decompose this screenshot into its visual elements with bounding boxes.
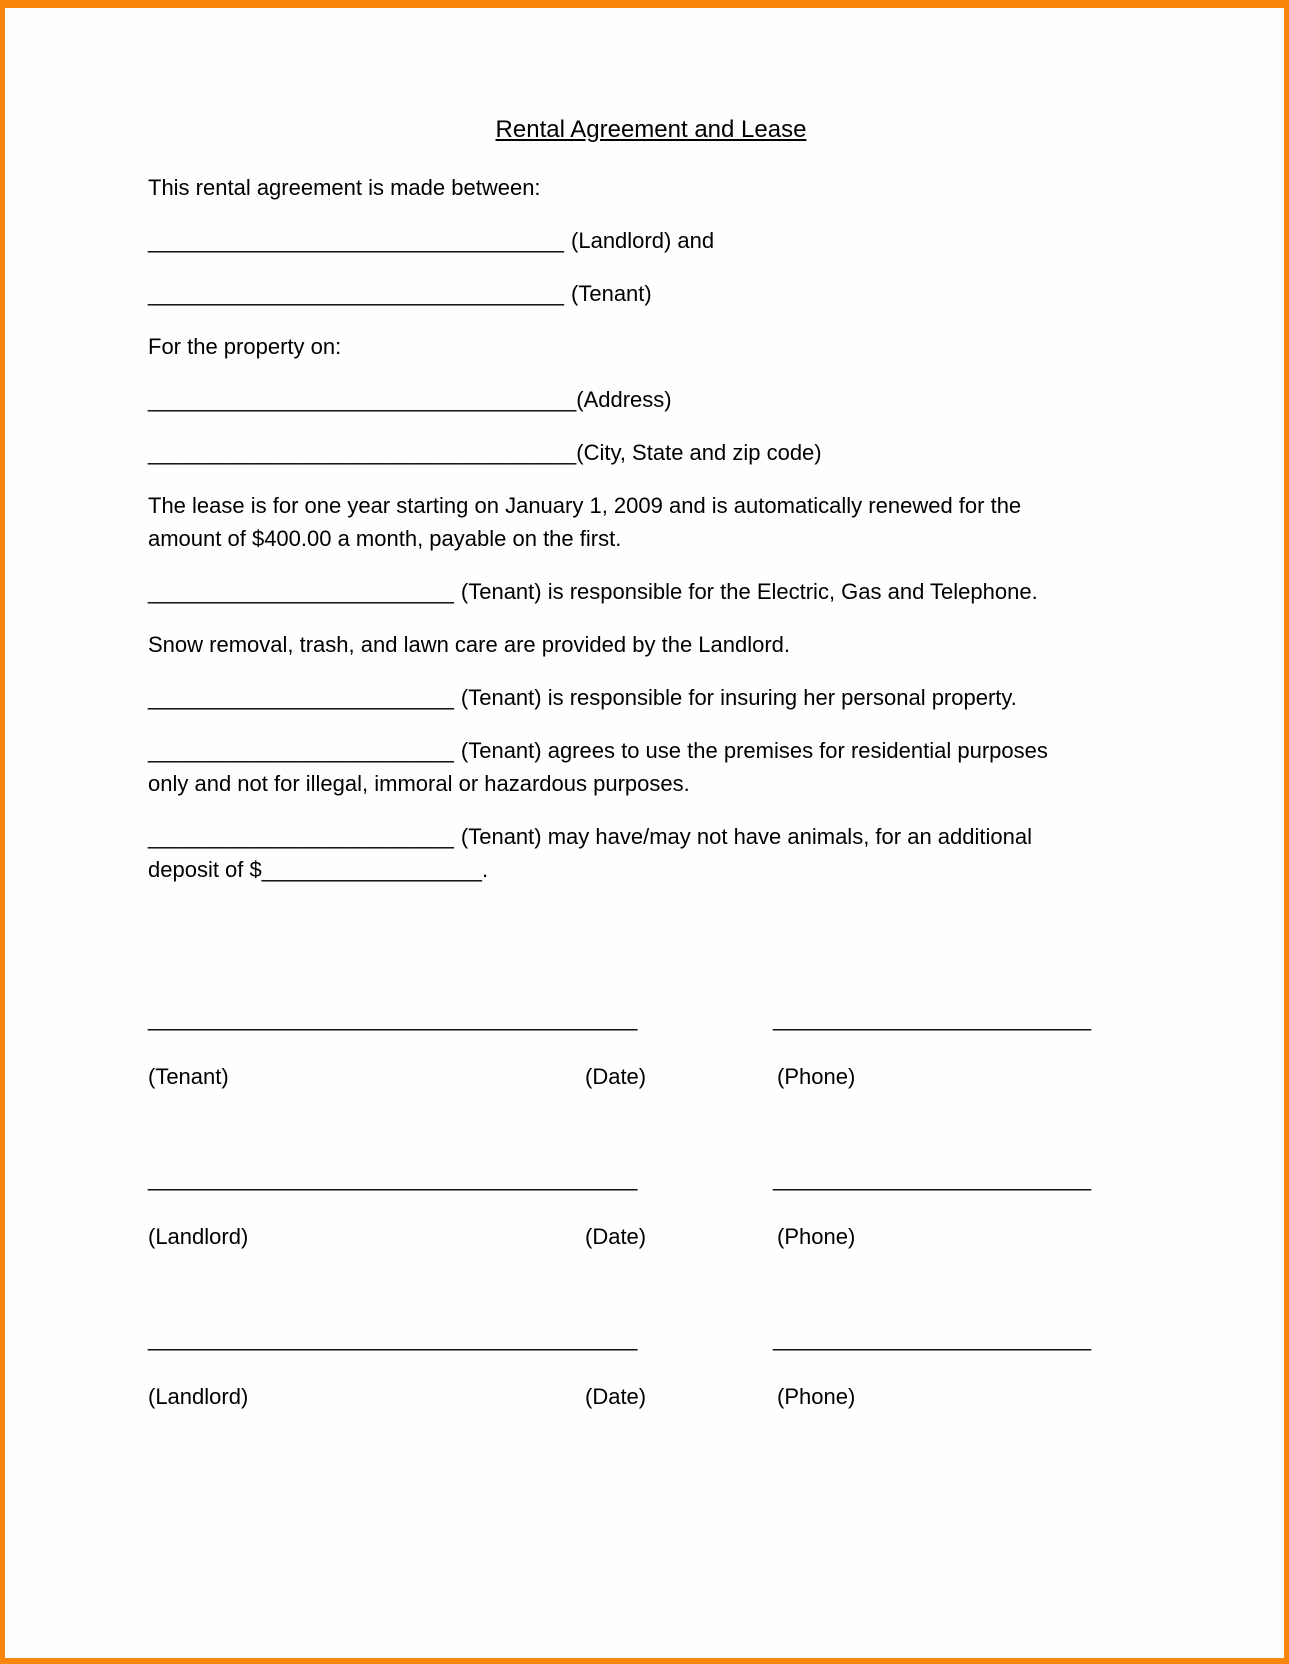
use-text-line1: (Tenant) agrees to use the premises for residential purposes: [460, 738, 1048, 763]
tenant-line: [148, 277, 1154, 310]
signature-row-landlord-2: [148, 1322, 1154, 1413]
animals-text-line1: (Tenant) may have/may not have animals, for an additional: [460, 824, 1032, 849]
landlord1-date-label: (Date): [585, 1224, 647, 1249]
landlord1-signature-label: (Landlord): [148, 1224, 249, 1249]
landlord2-signature-line: ________________________________________: [148, 1326, 638, 1351]
property-heading-text: For the property on:: [148, 334, 342, 359]
tenant-label: (Tenant): [571, 281, 652, 306]
signature-row-landlord-1: [148, 1162, 1154, 1253]
landlord1-phone-label: (Phone): [777, 1224, 856, 1249]
landlord2-phone-label: (Phone): [777, 1384, 856, 1409]
tenant-date-label: (Date): [585, 1064, 647, 1089]
insurance-clause: [148, 681, 1154, 714]
document-title-text: Rental Agreement and Lease: [495, 116, 807, 143]
landlord-services-text: Snow removal, trash, and lawn care are provided by the Landlord.: [148, 632, 791, 657]
landlord-services-clause: [148, 628, 1154, 661]
landlord2-phone-line: __________________________: [773, 1326, 1092, 1351]
property-heading: [148, 330, 1154, 363]
intro-text: This rental agreement is made between:: [148, 175, 541, 200]
deposit-amount-blank: __________________: [261, 857, 482, 882]
address-blank: ___________________________________: [148, 387, 577, 412]
lease-term-line2: amount of $400.00 a month, payable on the first.: [148, 526, 622, 551]
address-line: [148, 383, 1154, 416]
animals-clause: [148, 820, 1154, 886]
document-title: [148, 115, 1154, 145]
landlord2-signature-label: (Landlord): [148, 1384, 249, 1409]
use-tenant-blank: _________________________: [148, 738, 454, 763]
tenant-name-blank: __________________________________: [148, 281, 565, 306]
use-text-line2: only and not for illegal, immoral or hazardous purposes.: [148, 771, 690, 796]
tenant-signature-line: ________________________________________: [148, 1006, 638, 1031]
landlord-label: (Landlord) and: [571, 228, 715, 253]
insurance-tenant-blank: _________________________: [148, 685, 454, 710]
signature-row-tenant: [148, 1002, 1154, 1093]
tenant-signature-label: (Tenant): [148, 1064, 229, 1089]
insurance-text: (Tenant) is responsible for insuring her personal property.: [460, 685, 1017, 710]
city-blank: ___________________________________: [148, 440, 577, 465]
landlord-line: [148, 224, 1154, 257]
utilities-text: (Tenant) is responsible for the Electric, Gas and Telephone.: [460, 579, 1038, 604]
utilities-clause: [148, 575, 1154, 608]
document-page: [5, 115, 1284, 1413]
deposit-suffix: .: [482, 857, 489, 882]
landlord2-date-label: (Date): [585, 1384, 647, 1409]
use-clause: [148, 734, 1154, 800]
city-line: [148, 436, 1154, 469]
tenant-phone-label: (Phone): [777, 1064, 856, 1089]
animals-deposit-line: [148, 853, 1154, 886]
animals-tenant-blank: _________________________: [148, 824, 454, 849]
tenant-phone-line: __________________________: [773, 1006, 1092, 1031]
landlord-name-blank: __________________________________: [148, 228, 565, 253]
signature-block: [148, 1002, 1154, 1413]
lease-term-paragraph: [148, 489, 1154, 555]
deposit-prefix: deposit of $: [148, 857, 262, 882]
lease-term-line1: The lease is for one year starting on January 1, 2009 and is automatically renewed for the: [148, 493, 1022, 518]
city-label: (City, State and zip code): [576, 440, 822, 465]
utilities-tenant-blank: _________________________: [148, 579, 454, 604]
landlord1-phone-line: __________________________: [773, 1166, 1092, 1191]
address-label: (Address): [576, 387, 672, 412]
intro-paragraph: [148, 171, 1154, 204]
landlord1-signature-line: ________________________________________: [148, 1166, 638, 1191]
